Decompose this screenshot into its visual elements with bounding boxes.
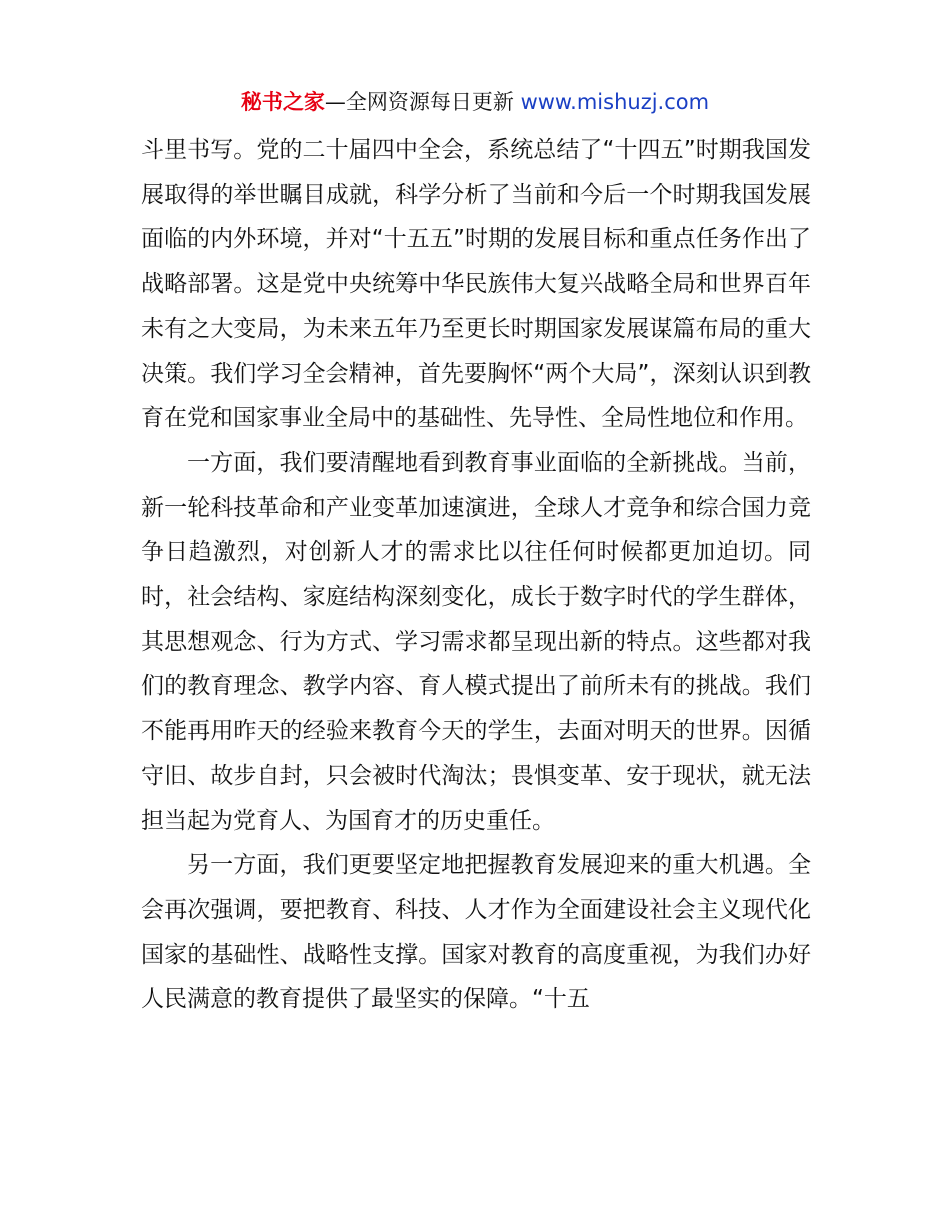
paragraph-1: 斗里书写。党的二十届四中全会，系统总结了“十四五”时期我国发展取得的举世瞩目成就，科学分析了当前和今后一个时期我国发展面临的内外环境，并对“十五五”时期的发展目标和重点任务作出了战略部署。这是党中央统筹中华民族伟大复兴战略全局和世界百年未有之大变局，为未来五年乃至更长时期国家发展谋篇布局的重大决策。我们学习全会精神，首先要胸怀“两个大局”，深刻认识到教育在党和国家事业全局中的基础性、先导性、全局性地位和作用。 <box>141 137 811 432</box>
header-tagline: —全网资源每日更新 <box>324 90 521 114</box>
header-brand: 秘书之家 <box>240 90 325 114</box>
paragraph-3: 另一方面，我们更要坚定地把握教育发展迎来的重大机遇。全会再次强调，要把教育、科技、人才作为全面建设社会主义现代化国家的基础性、战略性支撑。国家对教育的高度重视，为我们办好人民满意的教育提供了最坚实的保障。“十五 <box>141 852 811 1013</box>
page-header <box>0 87 950 117</box>
paragraph-2: 一方面，我们要清醒地看到教育事业面临的全新挑战。当前，新一轮科技革命和产业变革加速演进，全球人才竞争和综合国力竞争日趋激烈，对创新人才的需求比以往任何时候都更加迫切。同时，社会结构、家庭结构深刻变化，成长于数字时代的学生群体，其思想观念、行为方式、学习需求都呈现出新的特点。这些都对我们的教育理念、教学内容、育人模式提出了前所未有的挑战。我们不能再用昨天的经验来教育今天的学生，去面对明天的世界。因循守旧、故步自封，只会被时代淘汰；畏惧变革、安于现状，就无法担当起为党育人、为国育才的历史重任。 <box>141 449 811 834</box>
header-url-link[interactable]: www.mishuzj.com <box>520 90 710 114</box>
document-body <box>141 128 811 1022</box>
